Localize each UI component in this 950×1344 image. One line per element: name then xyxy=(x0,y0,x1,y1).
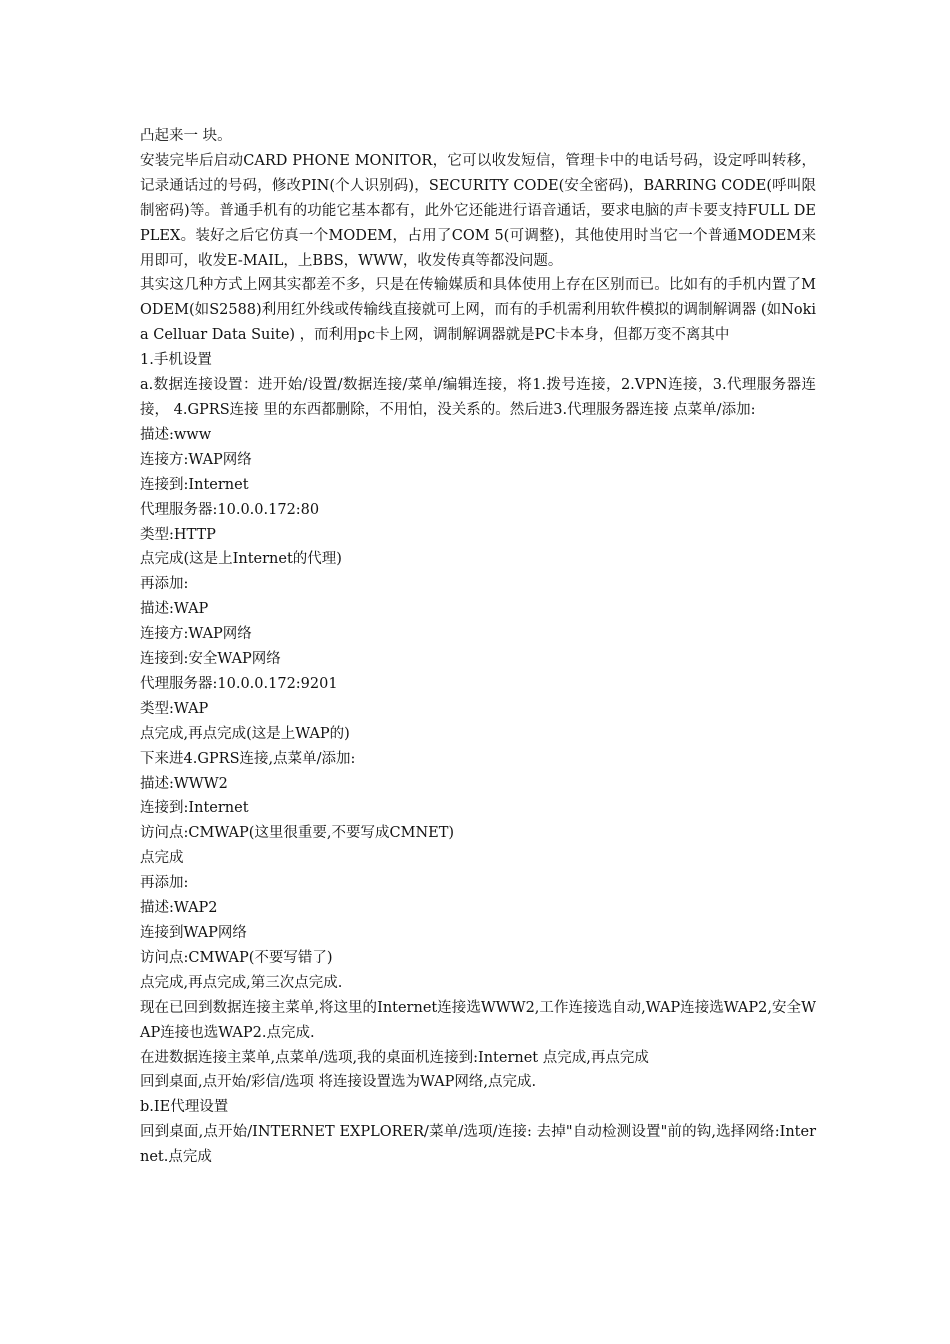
paragraph-connection-methods: 其实这几种方式上网其实都差不多，只是在传输媒质和具体使用上存在区别而已。比如有的手机内置了MODEM(如S2588)利用红外线或传输线直接就可上网，而有的手机需利用软件模拟的调制解调器 (如Nokia Celluar Data Suite) ，而利用pc卡上网，调制解调器就是PC卡本身，但都万变不离其中 xyxy=(140,277,816,344)
line-description-wap: 描述:WAP xyxy=(140,601,209,618)
line-add-again: 再添加: xyxy=(140,576,189,593)
line-desktop-connection: 在进数据连接主菜单,点菜单/选项,我的桌面机连接到:Internet 点完成,再点完成 xyxy=(140,1049,649,1066)
line-done-internet-proxy: 点完成(这是上Internet的代理) xyxy=(140,551,342,568)
line-done-wap: 点完成,再点完成(这是上WAP的) xyxy=(140,725,350,742)
line-description-www2: 描述:WWW2 xyxy=(140,775,228,792)
line-type-http: 类型:HTTP xyxy=(140,526,216,543)
line-mms-settings: 回到桌面,点开始/彩信/选项 将连接设置选为WAP网络,点完成. xyxy=(140,1074,537,1091)
line-description-www: 描述:www xyxy=(140,426,212,443)
line-connect-to-wap-network: 连接到WAP网络 xyxy=(140,925,247,941)
heading-ie-proxy-settings: b.IE代理设置 xyxy=(140,1099,229,1116)
line-proxy-server-9201: 代理服务器:10.0.0.172:9201 xyxy=(140,675,338,692)
paragraph-ie-settings: 回到桌面,点开始/INTERNET EXPLORER/菜单/选项/连接: 去掉"自动检测设置"前的钩,选择网络:Internet.点完成 xyxy=(140,1124,816,1166)
paragraph-card-phone-monitor: 安装完毕后启动CARD PHONE MONITOR，它可以收发短信，管理卡中的电话号码，设定呼叫转移，记录通话过的号码，修改PIN(个人识别码)，SECURITY CODE(安全密码)，BARRING CODE(呼叫限制密码)等。普通手机有的功能它基本都有，此外它还能进行语音通话，要求电脑的声卡要支持FULL DEPLEX。装好之后它仿真一个MODEM，占用了COM 5(可调整)，其他使用时当它一个普通MODEM来用即可，收发E-MAIL，上BBS，WWW，收发传真等都没问题。 xyxy=(140,152,816,269)
line-connect-to-internet: 连接到:Internet xyxy=(140,476,249,493)
paragraph-intro-fragment: 凸起来一 块。 xyxy=(140,128,232,144)
line-connect-via-wap-2: 连接方:WAP网络 xyxy=(140,626,252,643)
paragraph-main-menu-selection: 现在已回到数据连接主菜单,将这里的Internet连接选WWW2,工作连接选自动,WAP连接选WAP2,安全WAP连接也选WAP2.点完成. xyxy=(140,999,816,1041)
line-add-again-2: 再添加: xyxy=(140,875,189,892)
line-type-wap: 类型:WAP xyxy=(140,700,209,717)
line-connect-via-wap: 连接方:WAP网络 xyxy=(140,451,252,468)
line-description-wap2: 描述:WAP2 xyxy=(140,900,218,917)
line-done-three-times: 点完成,再点完成,第三次点完成. xyxy=(140,974,343,991)
line-done: 点完成 xyxy=(140,850,184,867)
line-access-point-cmwap: 访问点:CMWAP(这里很重要,不要写成CMNET) xyxy=(140,825,455,842)
line-proxy-server-80: 代理服务器:10.0.0.172:80 xyxy=(140,501,320,518)
document-body xyxy=(140,124,816,1170)
paragraph-data-connection-settings: a.数据连接设置：进开始/设置/数据连接/菜单/编辑连接，将1.拨号连接，2.VPN连接，3.代理服务器连接， 4.GPRS连接 里的东西都删除，不用怕，没关系的。然后进3.代理服务器连接 点菜单/添加: xyxy=(140,377,816,418)
line-connect-to-internet-2: 连接到:Internet xyxy=(140,800,249,817)
line-gprs-add: 下来进4.GPRS连接,点菜单/添加: xyxy=(140,750,356,767)
line-connect-to-secure-wap: 连接到:安全WAP网络 xyxy=(140,651,281,668)
line-access-point-cmwap-2: 访问点:CMWAP(不要写错了) xyxy=(140,949,333,966)
heading-phone-settings: 1.手机设置 xyxy=(140,352,212,369)
